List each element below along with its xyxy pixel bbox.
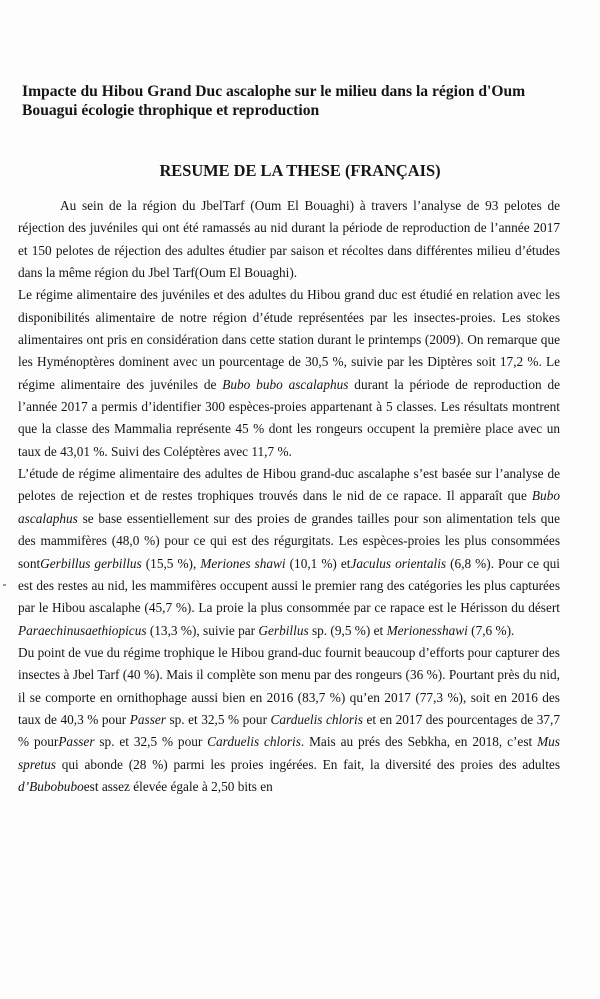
paragraph-4-text: sp. et 32,5 % pour <box>94 734 208 750</box>
species-name: Paraechinusaethiopicus <box>18 622 147 638</box>
paragraph-3-text: sp. (9,5 %) et <box>308 622 387 638</box>
paragraph-3-text: L’étude de régime alimentaire des adultes de Hibou grand-duc ascalaphe s’est basée sur l’analyse de pelotes de rejection et de restes trophiques trouvés dans le nid de ce rapace. Il apparaît que <box>18 466 560 504</box>
species-name: Passer <box>58 734 95 750</box>
paragraph-4-text: et en 2017 des pourcentages de 37,7 % pour <box>18 711 560 750</box>
document-title: Impacte du Hibou Grand Duc ascalophe sur le milieu dans la région d'Oum Bouagui écologie throphique et reproduction <box>22 83 526 119</box>
species-name: Merionesshawi <box>386 622 468 638</box>
species-name: Mus spretus <box>18 734 560 772</box>
paragraph-4-text: . Mais au prés des Sebkha, en 2018, c’est <box>300 734 538 750</box>
paragraph-4 <box>18 642 560 798</box>
paragraph-3-text: (7,6 %). <box>467 622 515 638</box>
paragraph-4-text: sp. et 32,5 % pour <box>165 711 271 727</box>
species-name: d’Bubobubo <box>18 778 84 794</box>
paragraph-4-text: Du point de vue du régime trophique le Hibou grand-duc fournit beaucoup d’efforts pour capturer des insectes à Jbel Tarf (40 %). Mais il complète son menu par des rongeurs (36 %). Pourtant près du nid, il se comporte en ornithophage aussi bien en 2016 (83,7 %) qu’en 2017 (77,3 %), soit en 2016 des taux de 40,3 % pour <box>18 644 560 727</box>
scan-speck <box>3 584 6 586</box>
paragraph-2-text: Le régime alimentaire des juvéniles et des adultes du Hibou grand duc est étudié en relation avec les disponibilités alimentaire de notre région d’étude représentées par les insectes-proies. Les stokes alimentaires ont pris en considération dans cette station durant le printemps (2009). On remarque que les Hyménoptères dominent avec un pourcentage de 30,5 %, suivie par les Diptères soit 17,2 %. Le régime alimentaire des juvéniles de <box>18 287 560 392</box>
paragraph-4-text: qui abonde (28 %) parmi les proies ingérées. En fait, la diversité des proies des adultes <box>55 756 560 772</box>
paragraph-3-text: (6,8 %). Pour ce qui est des restes au nid, les mammifères occupent aussi le premier rang des catégories les plus capturées par le Hibou ascalaphe (45,7 %). La proie la plus consommée par ce rapace est le Hérisson du désert <box>18 555 560 616</box>
paragraph-2-text: durant la période de reproduction de l’année 2017 a permis d’identifier 300 espèces-proies appartenant à 5 classes. Les résultats montrent que la classe des Mammalia représente 45 % dont les rongeurs occupent la première place avec un taux de 43,01 %. Suivi des Coléptères avec 11,7 %. <box>18 376 561 459</box>
paragraph-4-text: est assez élevée égale à 2,50 bits en <box>83 778 273 794</box>
paragraph-3 <box>18 463 560 642</box>
paragraph-3-text: (15,5 %), <box>141 555 201 571</box>
species-name: Gerbillus <box>258 622 309 638</box>
paragraph-3-text: se base essentiellement sur des proies de grandes tailles pour son alimentation tels que des mammifères (48,0 %) pour ce qui est des régurgitats. Les espèces-proies les plus consommées sont <box>18 510 560 571</box>
species-name: Passer <box>129 711 166 727</box>
paragraph-1: Au sein de la région du JbelTarf (Oum El Bouaghi) à travers l’analyse de 93 pelotes de réjection des juvéniles qui ont été ramassés au nid durant la période de reproduction de l’année 2017 et 150 pelotes de réjection des adultes étudier par saison et récoltes dans différentes milieu d’études dans la même région du Jbel Tarf(Oum El Bouaghi). <box>18 198 560 281</box>
species-name: Bubo ascalaphus <box>18 488 560 526</box>
abstract-body <box>18 195 560 798</box>
species-name: Bubo bubo ascalaphus <box>222 376 349 392</box>
species-name: Carduelis chloris <box>207 734 301 750</box>
species-name: Jaculus orientalis <box>350 555 447 571</box>
species-name: Gerbillus gerbillus <box>40 555 142 571</box>
paragraph-2 <box>18 284 560 463</box>
paragraph-3-text: (13,3 %), suivie par <box>146 622 259 638</box>
section-heading: RESUME DE LA THESE (FRANÇAIS) <box>159 161 441 180</box>
species-name: Meriones shawi <box>200 555 286 571</box>
species-name: Carduelis chloris <box>270 711 363 727</box>
paragraph-3-text: (10,1 %) et <box>285 555 351 571</box>
